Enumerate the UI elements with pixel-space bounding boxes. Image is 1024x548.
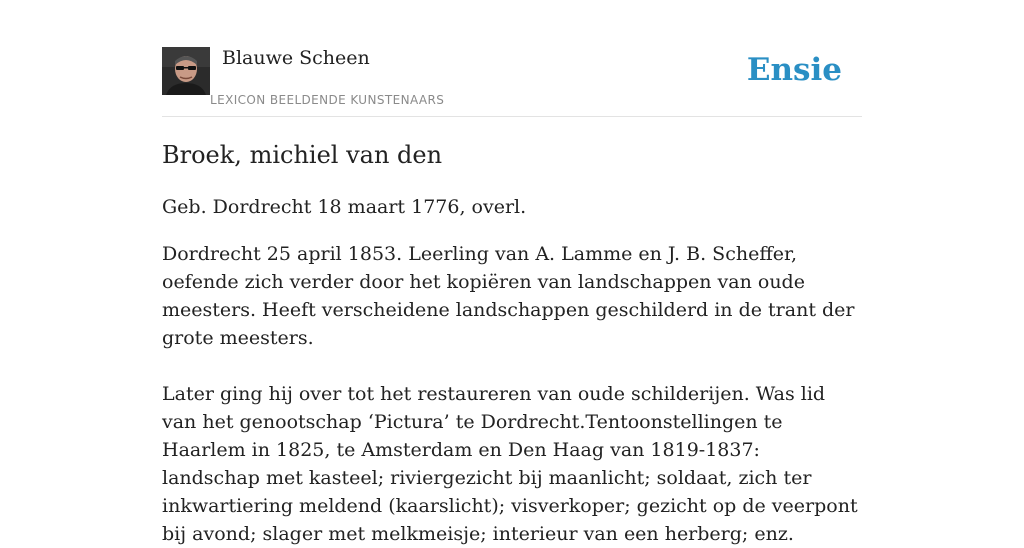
avatar-photo-icon <box>162 47 210 95</box>
article-body: Dordrecht 25 april 1853. Leerling van A. Lamme en J. B. Scheffer, oefende zich verder door het kopiëren van landschappen van oude meesters. Heeft verscheidene landschappen geschilderd in de trant der grote meesters. Later ging hij over tot het restaureren van oude schilderijen. Was lid van het genootschap ‘Pictura’ te Dordrecht.Tentoonstellingen te Haarlem in 1825, te Amsterdam en Den Haag van 1819-1837: landschap met kasteel; riviergezicht bij maanlicht; soldaat, zich ter inkwartiering meldend (kaarslicht); visverkoper; gezicht op de veerpont bij avond; slager met melkmeisje; interieur van een herberg; enz. <box>162 243 858 545</box>
lexicon-subtitle-link[interactable]: LEXICON BEELDENDE KUNSTENAARS <box>210 93 445 107</box>
ensie-logo[interactable]: Ensie <box>746 52 842 88</box>
page-header <box>162 46 862 117</box>
author-avatar[interactable] <box>162 47 210 95</box>
article-lead: Geb. Dordrecht 18 maart 1776, overl. <box>162 196 527 218</box>
article-title: Broek, michiel van den <box>162 141 443 169</box>
author-name-link[interactable]: Blauwe Scheen <box>222 47 370 69</box>
